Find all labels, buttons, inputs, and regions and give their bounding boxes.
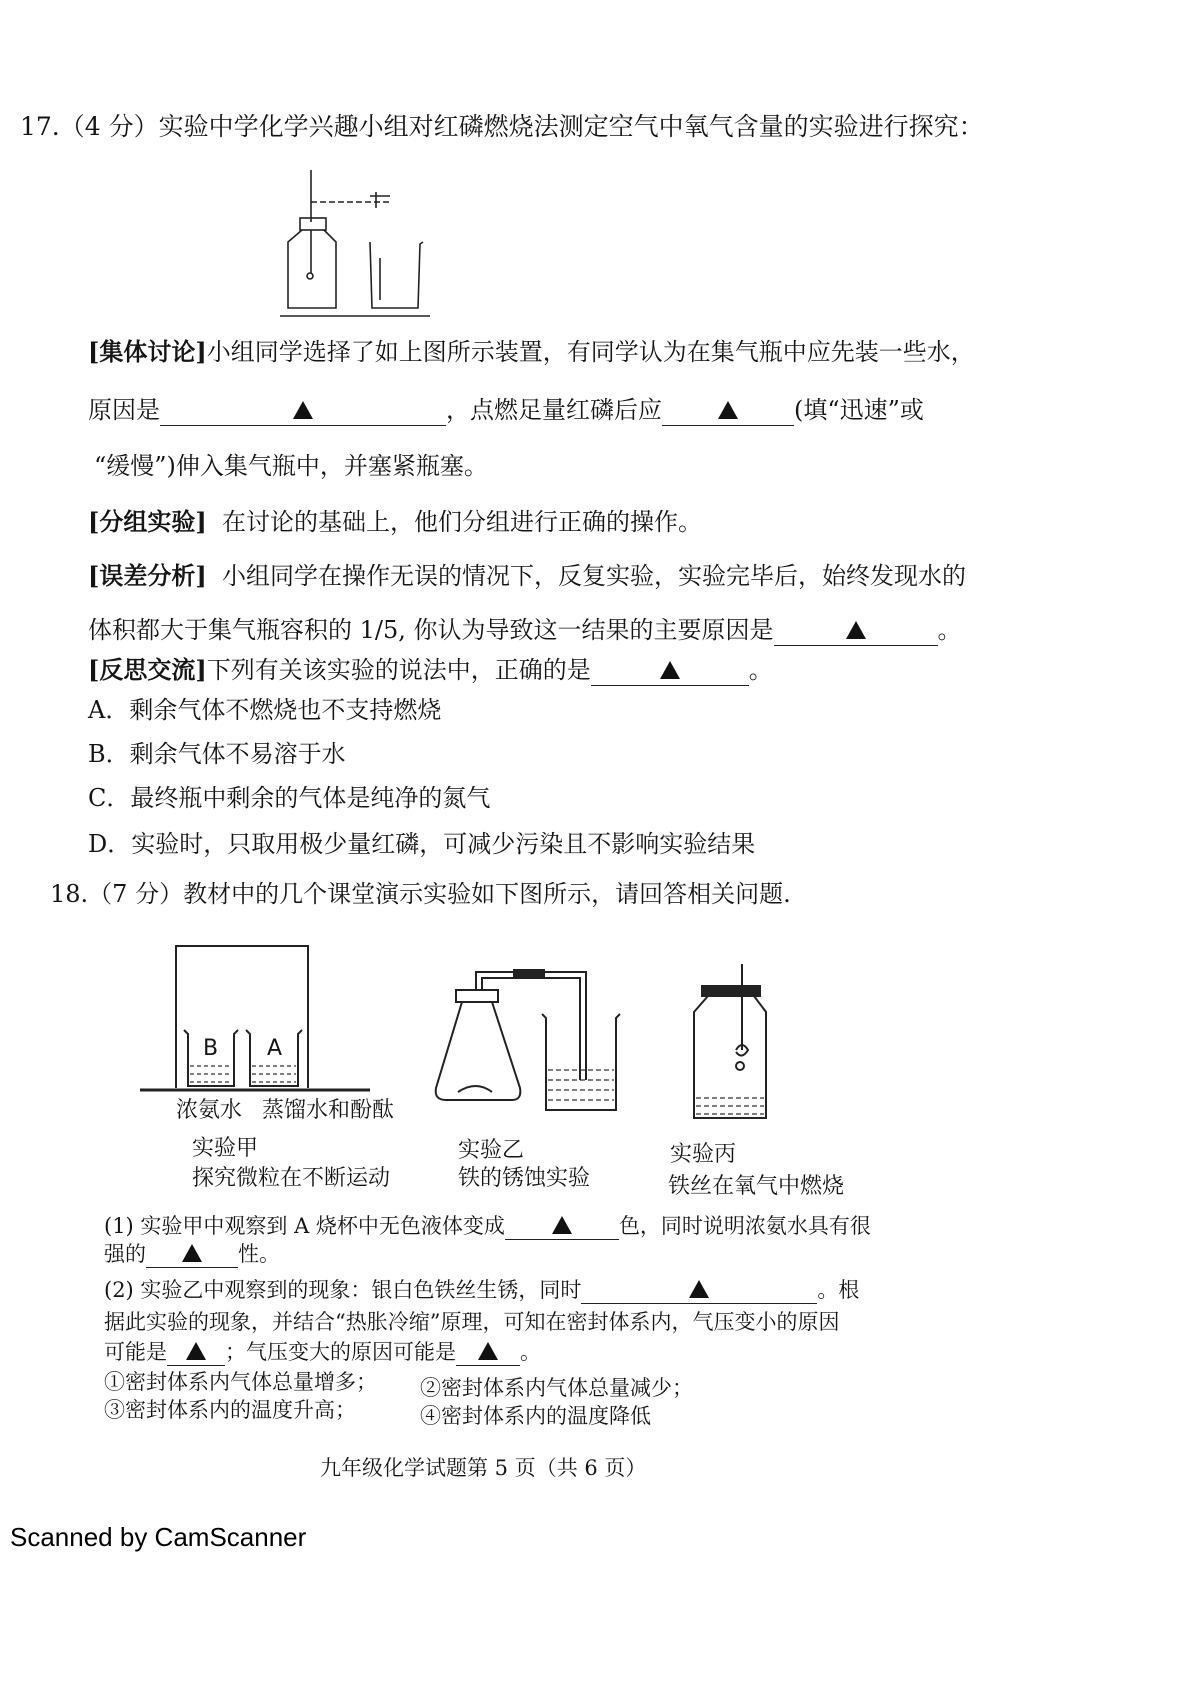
label-ammonia: 浓氨水 [176, 1098, 243, 1123]
camscanner-watermark: Scanned by CamScanner [10, 1522, 307, 1552]
choice-3: ③密封体系内的温度升高； [104, 1398, 356, 1422]
option-a: A．剩余气体不燃烧也不支持燃烧 [88, 696, 442, 724]
beaker-b-label: B [203, 1036, 219, 1061]
error-tag: [误差分析] [88, 561, 207, 590]
discussion-line-2: 原因是 ，点燃足量红磷后应 (填“迅速”或 [88, 396, 924, 424]
q18-part2-line-1: (2) 实验乙中观察到的现象：银白色铁丝生锈，同时 。根 [104, 1278, 859, 1304]
reflection-tag: [反思交流] [88, 655, 207, 684]
error-analysis-line-2: 体积都大于集气瓶容积的 1/5, 你认为导致这一结果的主要原因是 。 [88, 616, 962, 644]
q18-part1-line-1: (1) 实验甲中观察到 A 烧杯中无色液体变成 色，同时说明浓氨水具有很 [104, 1214, 871, 1240]
discussion-tag: [集体讨论] [88, 337, 207, 366]
answer-blank-phenomenon[interactable] [581, 1278, 817, 1304]
q18-part2-line-3: 可能是 ；气压变大的原因可能是 。 [104, 1340, 541, 1366]
experiment-jia-figure [140, 940, 400, 1100]
experiment-bing-title: 实验丙 [670, 1142, 737, 1167]
beaker-a-label: A [267, 1036, 283, 1061]
reflection-line: [反思交流]下列有关该实验的说法中，正确的是 。 [88, 655, 773, 684]
answer-blank-high-pressure[interactable] [456, 1340, 520, 1366]
q18-part2-line-2: 据此实验的现象，并结合“热胀冷缩”原理，可知在密封体系内，气压变小的原因 [104, 1310, 840, 1334]
page-footer: 九年级化学试题第 5 页（共 6 页） [320, 1456, 647, 1480]
q18-part1-line-2: 强的 性。 [104, 1242, 280, 1268]
answer-blank-low-pressure[interactable] [167, 1340, 225, 1366]
answer-blank-error[interactable] [774, 616, 938, 646]
q18-header: 18.（7 分）教材中的几个课堂演示实验如下图所示，请回答相关问题. [50, 880, 791, 908]
experiment-bing-figure [680, 960, 790, 1130]
discussion-text: 小组同学选择了如上图所示装置，有同学认为在集气瓶中应先装一些水， [206, 338, 975, 366]
experiment-bing-subtitle: 铁丝在氧气中燃烧 [668, 1174, 845, 1199]
option-b: B．剩余气体不易溶于水 [88, 740, 346, 768]
discussion-line-1 [88, 338, 975, 367]
answer-blank-correct[interactable] [591, 656, 749, 686]
q17-apparatus-figure [280, 160, 440, 325]
experiment-jia-subtitle: 探究微粒在不断运动 [192, 1166, 391, 1191]
group-tag: [分组实验] [88, 507, 207, 536]
answer-blank-color[interactable] [505, 1214, 619, 1240]
choice-2: ②密封体系内气体总量减少； [420, 1376, 693, 1400]
experiment-yi-figure [430, 940, 630, 1120]
group-experiment-line: [分组实验] 在讨论的基础上，他们分组进行正确的操作。 [88, 507, 702, 536]
answer-blank-property[interactable] [146, 1242, 238, 1268]
experiment-jia-title: 实验甲 [192, 1136, 259, 1161]
choice-4: ④密封体系内的温度降低 [420, 1404, 651, 1428]
error-analysis-line-1: [误差分析] 小组同学在操作无误的情况下，反复实验，实验完毕后，始终发现水的 [88, 561, 966, 590]
choice-1: ①密封体系内气体总量增多； [104, 1370, 377, 1394]
answer-blank-speed[interactable] [662, 396, 794, 426]
label-water-phenolphthalein: 蒸馏水和酚酞 [262, 1098, 395, 1123]
discussion-line-3: “缓慢”)伸入集气瓶中，并塞紧瓶塞。 [94, 452, 488, 480]
experiment-yi-subtitle: 铁的锈蚀实验 [458, 1166, 591, 1191]
q17-header: 17.（4 分）实验中学化学兴趣小组对红磷燃烧法测定空气中氧气含量的实验进行探究： [20, 112, 984, 141]
answer-blank-reason[interactable] [160, 396, 446, 426]
option-d: D．实验时，只取用极少量红磷，可减少污染且不影响实验结果 [88, 830, 756, 858]
experiment-yi-title: 实验乙 [458, 1138, 525, 1163]
option-c: C．最终瓶中剩余的气体是纯净的氮气 [88, 784, 491, 812]
